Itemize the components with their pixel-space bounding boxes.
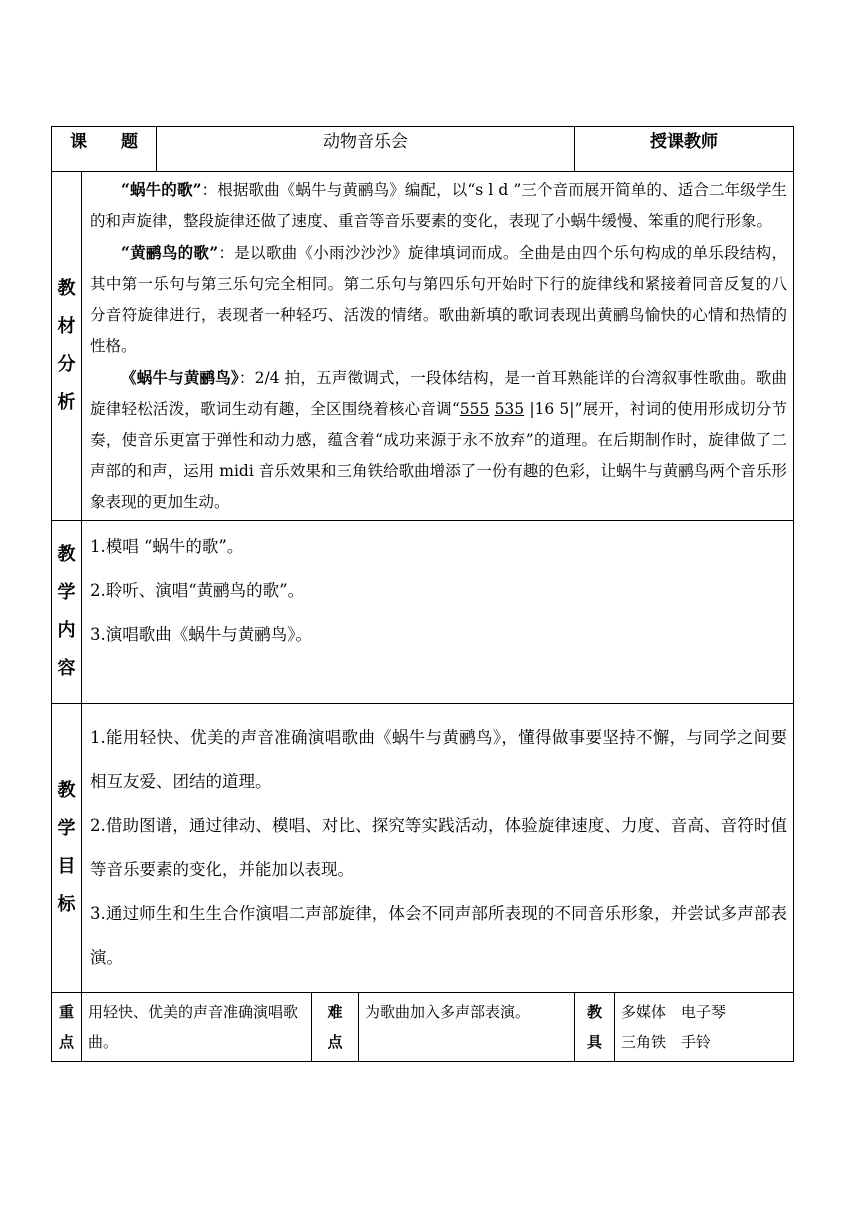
material-paragraph-1: “蜗牛的歌”：根据歌曲《蜗牛与黄鹂鸟》编配，以“s l d ”三个音而展开简单的、适合二年级学生的和声旋律，整段旋律还做了速度、重音等音乐要素的变化，表现了小蜗牛缓慢、笨重的爬行形象。 — [90, 180, 787, 230]
material-side-label: 教 材 分 析 — [52, 172, 82, 521]
notation-535: 535 — [494, 400, 525, 418]
teacher-label: 授课教师 — [575, 127, 794, 172]
notation-165: |16 5| — [529, 400, 575, 418]
content-item: 3.演唱歌曲《蜗牛与黄鹂鸟》。 — [90, 625, 312, 644]
content-item: 2.聆听、演唱“黄鹂鸟的歌”。 — [90, 581, 305, 600]
difficulty-value: 为歌曲加入多声部表演。 — [359, 993, 575, 1062]
material-paragraph-2: “黄鹂鸟的歌”：是以歌曲《小雨沙沙沙》旋律填词而成。全曲是由四个乐句构成的单乐段结构，其中第一乐句与第三乐句完全相同。第二乐句与第四乐句开始时下行的旋律线和紧接着同音反复的八分音符旋律进行，表现者一种轻巧、活泼的情绪。歌曲新填的歌词表现出黄鹂鸟愉快的心情和热情的性格。 — [90, 243, 787, 355]
goal-item: 1.能用轻快、优美的声音准确演唱歌曲《蜗牛与黄鹂鸟》，懂得做事要坚持不懈，与同学之间要相互友爱、团结的道理。 — [90, 728, 787, 791]
subject-label: 课 题 — [52, 127, 157, 172]
teaching-goals — [82, 704, 794, 993]
goal-item: 2.借助图谱，通过律动、模唱、对比、探究等实践活动，体验旋律速度、力度、音高、音符时值等音乐要素的变化，并能加以表现。 — [90, 816, 787, 879]
goals-row — [52, 704, 794, 993]
bottom-row — [52, 993, 794, 1062]
tools-line: 多媒体 电子琴 — [621, 1003, 727, 1021]
tools-line: 三角铁 手铃 — [621, 1033, 712, 1051]
key-point-label: 重 点 — [52, 993, 82, 1062]
material-analysis — [82, 172, 794, 521]
content-item: 1.模唱 “蜗牛的歌”。 — [90, 537, 244, 556]
teaching-content — [82, 521, 794, 704]
subject-value: 动物音乐会 — [157, 127, 575, 172]
goals-side-label: 教 学 目 标 — [52, 704, 82, 993]
lesson-plan-table — [51, 126, 794, 1062]
difficulty-label: 难 点 — [312, 993, 359, 1062]
content-side-label: 教 学 内 容 — [52, 521, 82, 704]
goal-item: 3.通过师生和生生合作演唱二声部旋律，体会不同声部所表现的不同音乐形象，并尝试多声部表演。 — [90, 904, 787, 967]
material-paragraph-3: 《蜗牛与黄鹂鸟》：2/4 拍，五声徵调式，一段体结构，是一首耳熟能详的台湾叙事性歌曲。歌曲旋律轻松活泼，歌词生动有趣，全区围绕着核心音调“555 535 |16 5|”展开，衬词的使用形成切分节奏，使音乐更富于弹性和动力感，蕴含着“成功来源于永不放弃”的道理。在后期制作时，旋律做了二声部的和声，运用 midi 音乐效果和三角铁给歌曲增添了一份有趣的色彩，让蜗牛与黄鹂鸟两个音乐形象表现的更加生动。 — [90, 368, 787, 511]
notation-555: 555 — [459, 400, 490, 418]
material-row — [52, 172, 794, 521]
key-point-value: 用轻快、优美的声音准确演唱歌曲。 — [82, 993, 312, 1062]
content-row — [52, 521, 794, 704]
tools-label: 教 具 — [575, 993, 615, 1062]
header-row — [52, 127, 794, 172]
tools-value — [615, 993, 794, 1062]
